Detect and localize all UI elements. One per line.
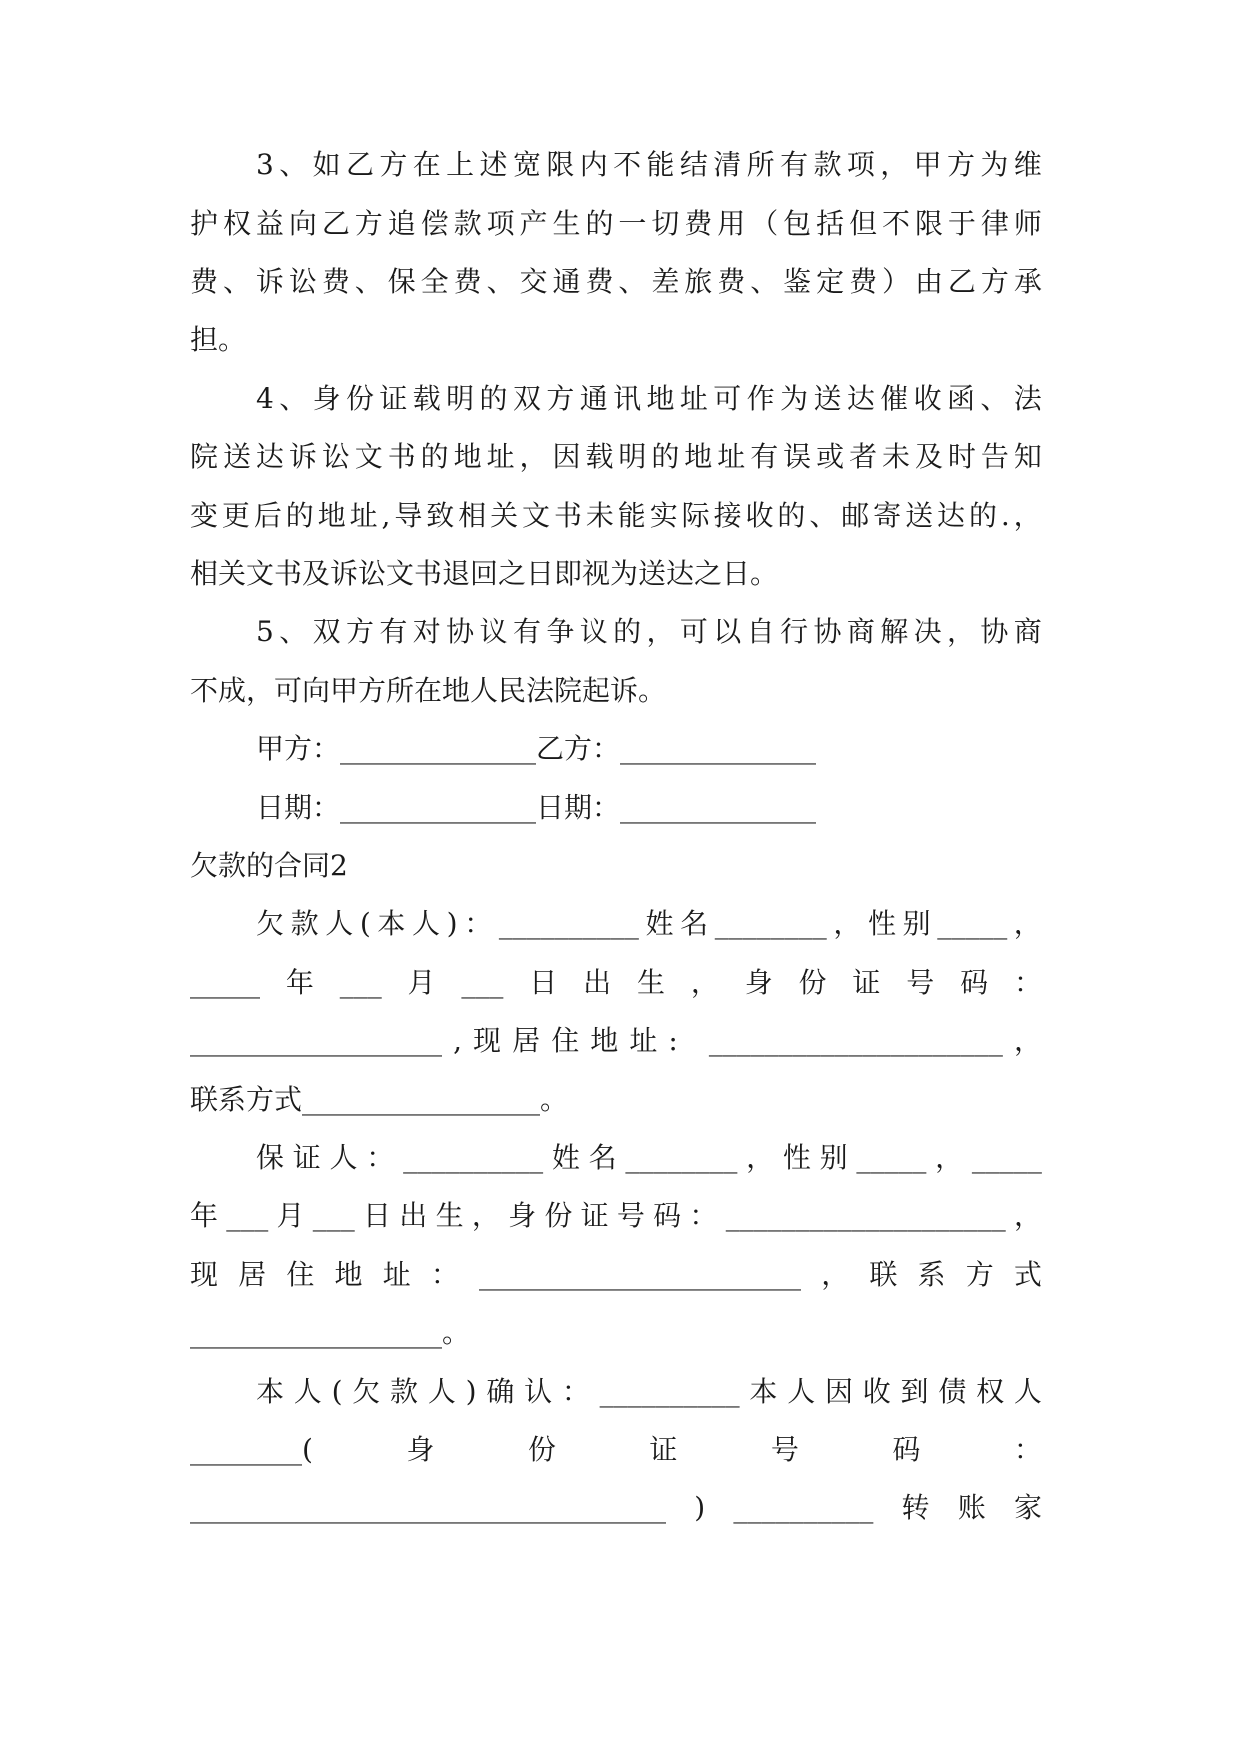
text-line: __________________ , 现 居 住 地 址 : _____________________ ， (190, 1024, 1042, 1057)
text-line: 4 、 身 份 证 载 明 的 双 方 通 讯 地 址 可 作 为 送 达 催 收 函 、 法 (256, 382, 1042, 415)
text-line: 日期：______________日期：______________ (256, 791, 817, 824)
text-line: 院 送 达 诉 讼 文 书 的 地 址 ， 因 载 明 的 地 址 有 误 或 者 未 及 时 告 知 (190, 440, 1042, 473)
text-line: 变 更 后 的 地 址 , 导 致 相 关 文 书 未 能 实 际 接 收 的 、 邮 寄 送 达 的 . ， (190, 499, 1042, 532)
text-line: _____ 年 ___ 月 ___ 日 出 生 ， 身 份 证 号 码 ： (190, 966, 1042, 999)
text-line: 5 、 双 方 有 对 协 议 有 争 议 的 ， 可 以 自 行 协 商 解 决 ， 协 商 (256, 615, 1042, 648)
text-line: 不成，可向甲方所在地人民法院起诉。 (190, 674, 667, 707)
text-line: 本 人 ( 欠 款 人 ) 确 认 ： __________ 本 人 因 收 到 债 权 人 (256, 1375, 1042, 1408)
text-line: 现 居 住 地 址 ： _______________________ ， 联 系 方 式 (190, 1258, 1042, 1291)
text-line: 费 、 诉 讼 费 、 保 全 费 、 交 通 费 、 差 旅 费 、 鉴 定 费 ） 由 乙 方 承 (190, 265, 1042, 298)
text-line: ________( 身 份 证 号 码 ： (190, 1433, 1042, 1466)
text-line: 欠款的合同2 (190, 849, 348, 882)
text-line: 相关文书及诉讼文书退回之日即视为送达之日。 (190, 557, 779, 590)
text-line: 甲方：______________乙方：______________ (256, 732, 817, 765)
text-line: __________________________________ ) __________ 转 账 家 (190, 1491, 1042, 1524)
text-line: 联系方式_________________。 (190, 1083, 569, 1116)
text-line: 3 、 如 乙 方 在 上 述 宽 限 内 不 能 结 清 所 有 款 项 ， 甲 方 为 维 (256, 148, 1042, 181)
text-line: 欠 款 人 ( 本 人 ) ： __________ 姓 名 ________ ， 性 别 _____ ， (256, 907, 1042, 940)
text-line: __________________。 (190, 1316, 471, 1349)
text-line: 保 证 人 ： __________ 姓 名 ________ ， 性 别 _____ ， _____ (256, 1141, 1042, 1174)
text-line: 年 ___ 月 ___ 日 出 生 ， 身 份 证 号 码 ： ____________________ ， (190, 1199, 1042, 1232)
text-line: 护 权 益 向 乙 方 追 偿 款 项 产 生 的 一 切 费 用 （ 包 括 但 不 限 于 律 师 (190, 207, 1042, 240)
text-line: 担。 (190, 323, 247, 356)
